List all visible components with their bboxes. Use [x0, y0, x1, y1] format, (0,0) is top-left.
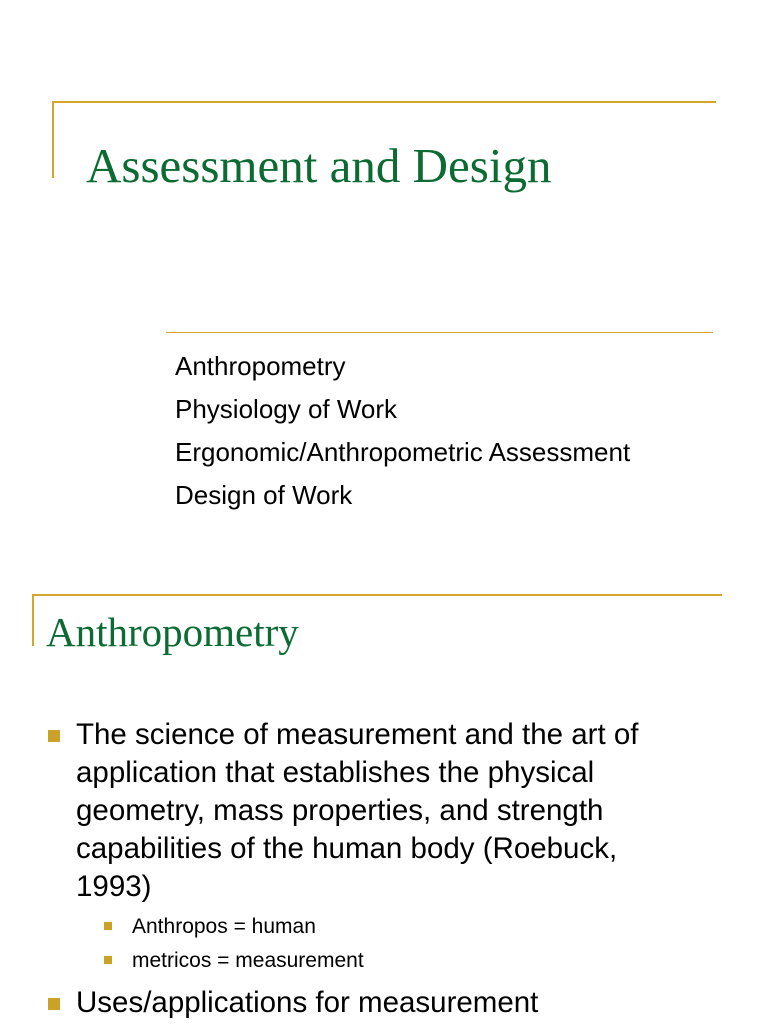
title-frame-top-line	[52, 101, 716, 103]
title-frame-top-line	[32, 594, 722, 596]
bullet-list	[0, 716, 768, 1022]
sub-bullet-item	[76, 944, 696, 978]
sub-bullet-text: Anthropos = human	[132, 915, 316, 938]
topic-item: Anthropometry	[175, 351, 346, 381]
sub-bullet-text: metricos = measurement	[132, 949, 364, 972]
slide-title: Anthropometry	[46, 609, 299, 655]
square-bullet-icon	[48, 998, 60, 1010]
topic-item: Design of Work	[175, 480, 353, 510]
topic-item: Physiology of Work	[175, 394, 398, 424]
bullet-text: Uses/applications for measurement	[76, 986, 539, 1019]
bullet-text: The science of measurement and the art of application that establishes the physical geometry, mass properties, and strength capabilities of the human body (Roebuck, 1993)	[76, 718, 639, 903]
square-bullet-icon	[104, 956, 112, 964]
title-frame-left-line	[52, 101, 54, 178]
square-bullet-icon	[104, 922, 112, 930]
topic-item: Ergonomic/Anthropometric Assessment	[175, 437, 631, 467]
bullet-item	[0, 984, 696, 1022]
sub-bullet-list	[76, 910, 696, 978]
bullet-item	[0, 716, 696, 978]
sub-bullet-item	[76, 910, 696, 944]
topic-list	[175, 345, 630, 517]
square-bullet-icon	[48, 730, 60, 742]
subtitle-divider-line	[166, 332, 713, 333]
slide-title: Assessment and Design	[86, 138, 552, 193]
title-frame-left-line	[32, 594, 34, 646]
